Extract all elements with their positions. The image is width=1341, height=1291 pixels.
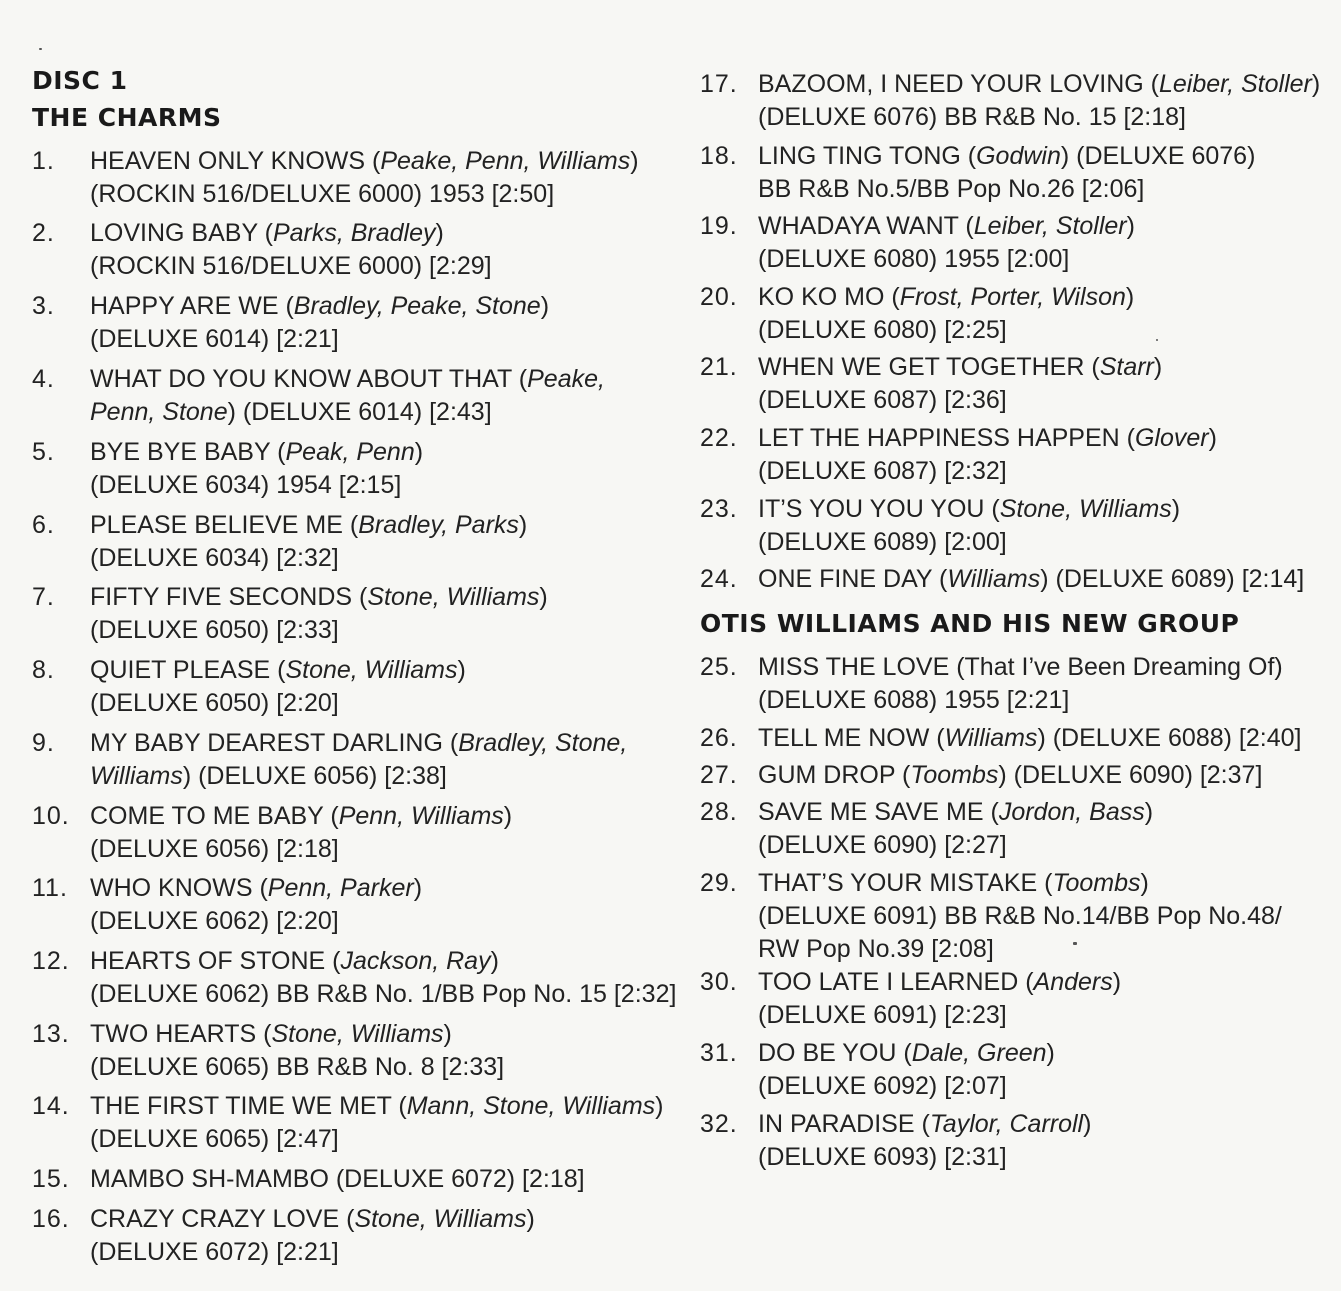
track-number: 5. [32,438,55,466]
track-text [90,436,423,502]
track-credits-cont: Williams [90,762,183,790]
track-release: (DELUXE 6089) [2:00] [758,528,1007,556]
track-line-2 [758,455,1217,488]
track-title: THAT’S YOUR MISTAKE [758,869,1038,897]
track-release: (DELUXE 6087) [2:36] [758,386,1007,414]
track-text [758,563,1304,596]
track-credits: Peake, Penn, Williams [380,147,631,175]
track-line-2 [90,978,676,1011]
track-credits: Penn, Parker [267,874,414,902]
track-text [758,281,1134,347]
track-line-1: LING TING TONG (Godwin) (DELUXE 6076) [758,142,1256,170]
track-line-2 [758,829,1153,862]
track-line-1: WHO KNOWS (Penn, Parker) [90,874,423,902]
track-line-2 [758,1141,1091,1174]
track-title: WHAT DO YOU KNOW ABOUT THAT [90,365,512,393]
track-credits: Williams [944,724,1038,752]
track-credits: Penn, Williams [338,802,504,830]
track-line-2 [758,684,1283,717]
track-line-2 [90,614,548,647]
track-release: (DELUXE 6014) [2:43] [242,398,492,426]
track-number: 7. [32,583,55,611]
track-title: WHEN WE GET TOGETHER [758,353,1085,381]
track-line-1: PLEASE BELIEVE ME (Bradley, Parks) [90,511,528,539]
track-line-2 [90,250,492,283]
track-release: (DELUXE 6087) [2:32] [758,457,1007,485]
track-number: 13. [32,1020,70,1048]
track-credits: Mann, Stone, Williams [406,1092,656,1120]
track-number: 17. [700,70,738,98]
track-title: TWO HEARTS [90,1020,257,1048]
track-title: PLEASE BELIEVE ME [90,511,343,539]
track-credits: Anders [1033,968,1113,996]
track-line-1: MY BABY DEAREST DARLING (Bradley, Stone, [90,729,628,757]
track-title: CRAZY CRAZY LOVE [90,1205,340,1233]
track-credits: Stone, Williams [999,495,1172,523]
track-release: (DELUXE 6088) 1955 [2:21] [758,686,1070,714]
track-line-1: HEARTS OF STONE (Jackson, Ray) [90,947,499,975]
track-release: (DELUXE 6056) [2:38] [198,762,447,790]
track-title: SAVE ME SAVE ME [758,798,984,826]
track-title: KO KO MO [758,283,885,311]
track-line-2 [90,1123,664,1156]
track-line-1: ONE FINE DAY (Williams) (DELUXE 6089) [2:14] [758,565,1305,593]
track-credits: Peak, Penn [285,438,415,466]
track-line-1: HEAVEN ONLY KNOWS (Peake, Penn, Williams) [90,147,639,175]
track-credits: Stone, Williams [354,1205,527,1233]
track-line-1: COME TO ME BABY (Penn, Williams) [90,802,513,830]
track-line-2 [758,999,1121,1032]
track-number: 18. [700,142,738,170]
track-line-1: TELL ME NOW (Williams) (DELUXE 6088) [2:40] [758,724,1302,752]
track-text [758,651,1283,717]
track-credits: Bradley, Parks [358,511,519,539]
track-number: 14. [32,1092,70,1120]
track-credits: Stone, Williams [285,656,458,684]
track-number: 3. [32,292,55,320]
track-release: (DELUXE 6072) [2:21] [90,1238,339,1266]
track-line-1: IT’S YOU YOU YOU (Stone, Williams) [758,495,1181,523]
track-number: 32. [700,1110,738,1138]
track-text [90,1163,585,1196]
track-title: IN PARADISE [758,1110,915,1138]
track-title: LOVING BABY [90,219,258,247]
track-line-2 [90,469,423,502]
track-release: (DELUXE 6034) 1954 [2:15] [90,471,402,499]
track-line-2 [758,173,1255,206]
track-number: 10. [32,802,70,830]
track-credits: Dale, Green [911,1039,1047,1067]
track-number: 28. [700,798,738,826]
track-title: HAPPY ARE WE [90,292,279,320]
track-release: (DELUXE 6056) [2:18] [90,835,339,863]
track-number: 2. [32,219,55,247]
track-text [758,966,1121,1032]
track-line-1: LOVING BABY (Parks, Bradley) [90,219,444,247]
track-text [90,217,492,283]
track-number: 23. [700,495,738,523]
track-line-2 [90,323,549,356]
track-credits-cont: Penn, Stone [90,398,228,426]
track-title: FIFTY FIVE SECONDS [90,583,353,611]
track-release: (DELUXE 6091) [2:23] [758,1001,1007,1029]
track-release: (DELUXE 6062) BB R&B No. 1/BB Pop No. 15 [2:32] [90,980,677,1008]
track-line-1: BYE BYE BABY (Peak, Penn) [90,438,424,466]
track-title: IT’S YOU YOU YOU [758,495,985,523]
track-line-3: RW Pop No.39 [2:08] [758,935,994,963]
track-text [90,800,512,866]
track-text [758,1108,1091,1174]
track-release: (ROCKIN 516/DELUXE 6000) 1953 [2:50] [90,180,555,208]
track-line-1: TOO LATE I LEARNED (Anders) [758,968,1122,996]
track-line-1: DO BE YOU (Dale, Green) [758,1039,1055,1067]
track-line-1: BAZOOM, I NEED YOUR LOVING (Leiber, Stoller) [758,70,1321,98]
track-release: (DELUXE 6091) BB R&B No.14/BB Pop No.48/ [758,902,1282,930]
track-release: (DELUXE 6034) [2:32] [90,544,339,572]
track-title: WHO KNOWS [90,874,253,902]
track-title: BAZOOM, I NEED YOUR LOVING [758,70,1144,98]
track-credits: Godwin [976,142,1061,170]
track-text [90,1203,535,1269]
track-line-1: CRAZY CRAZY LOVE (Stone, Williams) [90,1205,535,1233]
track-line-1: IN PARADISE (Taylor, Carroll) [758,1110,1092,1138]
track-text [758,422,1217,488]
track-credits: Toombs [910,761,999,789]
track-line-2 [758,526,1180,559]
track-text [758,722,1301,755]
track-title: LET THE HAPPINESS HAPPEN [758,424,1120,452]
track-line-1: TWO HEARTS (Stone, Williams) [90,1020,452,1048]
track-line-1: WHEN WE GET TOGETHER (Starr) [758,353,1163,381]
track-release: BB R&B No.5/BB Pop No.26 [2:06] [758,175,1145,203]
track-number: 16. [32,1205,70,1233]
track-text [90,1090,664,1156]
track-credits: Leiber, Stoller [973,212,1127,240]
track-title: ONE FINE DAY [758,565,933,593]
track-release: (DELUXE 6093) [2:31] [758,1143,1007,1171]
track-credits: Jackson, Ray [340,947,491,975]
track-number: 19. [700,212,738,240]
track-number: 1. [32,147,55,175]
track-line-2 [758,243,1135,276]
track-number: 29. [700,869,738,897]
track-line-2: Williams) (DELUXE 6056) [2:38] [90,762,447,790]
track-line-2: Penn, Stone) (DELUXE 6014) [2:43] [90,398,492,426]
track-line-2 [758,900,1282,933]
track-release: (DELUXE 6065) BB R&B No. 8 [2:33] [90,1053,505,1081]
track-line-1: LET THE HAPPINESS HAPPEN (Glover) [758,424,1217,452]
track-line-2 [90,687,466,720]
track-release: (ROCKIN 516/DELUXE 6000) [2:29] [90,252,492,280]
track-text [90,727,627,793]
track-text [758,351,1162,417]
track-number: 31. [700,1039,738,1067]
track-text [758,867,1282,966]
track-credits: Leiber, Stoller [1159,70,1312,98]
track-text [758,140,1255,206]
track-number: 9. [32,729,55,757]
track-credits: Jordon, Bass [998,798,1145,826]
track-credits: Frost, Porter, Wilson [899,283,1126,311]
track-title: HEARTS OF STONE [90,947,326,975]
track-text [90,509,527,575]
track-line-1: KO KO MO (Frost, Porter, Wilson) [758,283,1135,311]
track-line-2 [758,314,1134,347]
track-text [90,145,639,211]
track-text [758,68,1320,134]
track-title: MISS THE LOVE (That I’ve Been Dreaming Of) [758,653,1283,681]
track-number: 24. [700,565,738,593]
print-speck [39,48,42,50]
track-number: 26. [700,724,738,752]
track-credits: Bradley, Stone, [458,729,628,757]
track-credits: Stone, Williams [271,1020,444,1048]
track-line-1: GUM DROP (Toombs) (DELUXE 6090) [2:37] [758,761,1263,789]
track-line-2 [758,101,1320,134]
track-text [758,1037,1055,1103]
track-release: (DELUXE 6076) [1076,142,1256,170]
track-text [758,210,1135,276]
track-title: WHADAYA WANT [758,212,959,240]
track-text [90,290,549,356]
track-line-1: SAVE ME SAVE ME (Jordon, Bass) [758,798,1154,826]
track-line-1: THE FIRST TIME WE MET (Mann, Stone, Williams) [90,1092,664,1120]
track-line-1: WHAT DO YOU KNOW ABOUT THAT (Peake, [90,365,605,393]
track-line-2 [758,384,1162,417]
group-title-otis-williams: OTIS WILLIAMS AND HIS NEW GROUP [700,609,1240,638]
track-number: 4. [32,365,55,393]
track-line-1 [90,1163,585,1196]
track-release: (DELUXE 6090) [2:27] [758,831,1007,859]
track-line-2 [90,905,422,938]
track-number: 15. [32,1165,70,1193]
track-release: (DELUXE 6076) BB R&B No. 15 [2:18] [758,103,1186,131]
track-line-2 [758,1070,1055,1103]
track-text [90,581,548,647]
track-title: BYE BYE BABY [90,438,271,466]
track-number: 20. [700,283,738,311]
track-title: TOO LATE I LEARNED [758,968,1019,996]
track-credits: Glover [1134,424,1209,452]
track-line-2 [90,833,512,866]
track-number: 22. [700,424,738,452]
track-line-2 [90,1236,535,1269]
track-release: (DELUXE 6050) [2:33] [90,616,339,644]
track-credits: Stone, Williams [367,583,540,611]
group-title-the-charms: THE CHARMS [32,103,222,132]
track-title: HEAVEN ONLY KNOWS [90,147,366,175]
track-line-1: FIFTY FIVE SECONDS (Stone, Williams) [90,583,548,611]
track-release: (DELUXE 6090) [2:37] [1013,761,1263,789]
track-credits: Taylor, Carroll [929,1110,1084,1138]
track-credits: Parks, Bradley [272,219,436,247]
track-release: (DELUXE 6050) [2:20] [90,689,339,717]
track-text [758,759,1262,792]
track-text [758,796,1153,862]
track-release: (DELUXE 6080) [2:25] [758,316,1007,344]
track-number: 27. [700,761,738,789]
print-speck [1073,942,1077,945]
track-number: 12. [32,947,70,975]
track-title: MAMBO SH-MAMBO (DELUXE 6072) [2:18] [90,1165,585,1193]
track-title: LING TING TONG [758,142,961,170]
track-release: (DELUXE 6065) [2:47] [90,1125,339,1153]
track-line-1 [758,651,1283,684]
track-line-1: WHADAYA WANT (Leiber, Stoller) [758,212,1135,240]
track-credits: Williams [947,565,1041,593]
track-title: DO BE YOU [758,1039,897,1067]
track-line-2 [90,178,639,211]
track-credits: Bradley, Peake, Stone [293,292,541,320]
track-title: COME TO ME BABY [90,802,324,830]
track-release: (DELUXE 6062) [2:20] [90,907,339,935]
print-speck [1156,339,1158,341]
track-line-1: THAT’S YOUR MISTAKE (Toombs) [758,869,1149,897]
disc-title: DISC 1 [32,66,128,95]
track-release: (DELUXE 6014) [2:21] [90,325,339,353]
track-text [90,1018,504,1084]
track-release: (DELUXE 6089) [2:14] [1055,565,1305,593]
track-number: 6. [32,511,55,539]
track-release: (DELUXE 6092) [2:07] [758,1072,1007,1100]
track-credits: Peake, [527,365,605,393]
track-text [90,872,422,938]
track-number: 30. [700,968,738,996]
track-text [90,654,466,720]
track-number: 21. [700,353,738,381]
track-number: 25. [700,653,738,681]
track-text [90,945,676,1011]
track-line-2 [90,1051,504,1084]
track-credits: Starr [1099,353,1154,381]
track-line-2 [90,542,527,575]
track-release: (DELUXE 6080) 1955 [2:00] [758,245,1070,273]
track-text [758,493,1180,559]
track-title: GUM DROP [758,761,896,789]
track-title: QUIET PLEASE [90,656,271,684]
track-line-1: QUIET PLEASE (Stone, Williams) [90,656,466,684]
track-title: THE FIRST TIME WE MET [90,1092,392,1120]
track-number: 8. [32,656,55,684]
track-text [90,363,605,429]
track-line-1: HAPPY ARE WE (Bradley, Peake, Stone) [90,292,550,320]
track-credits: Toombs [1052,869,1141,897]
track-number: 11. [32,874,68,902]
track-title: MY BABY DEAREST DARLING [90,729,443,757]
track-release: (DELUXE 6088) [2:40] [1052,724,1302,752]
track-title: TELL ME NOW [758,724,930,752]
